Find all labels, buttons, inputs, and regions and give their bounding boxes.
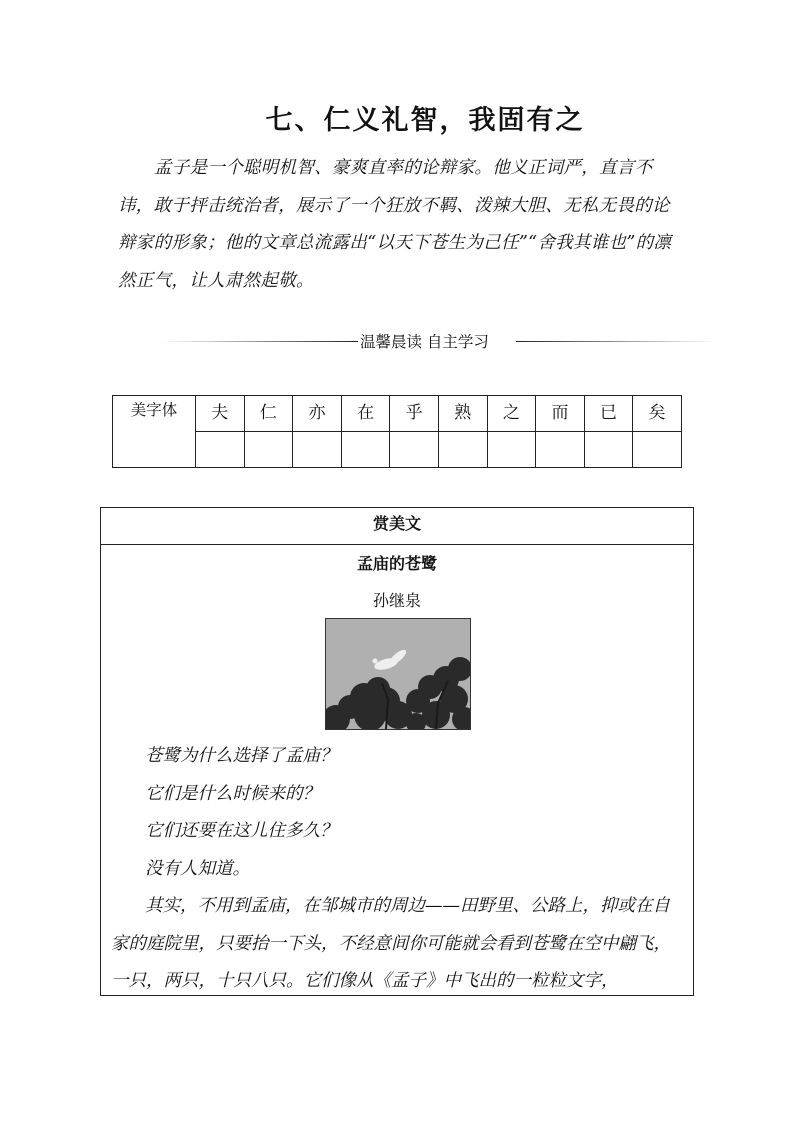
char-cell: 夫 — [196, 396, 245, 432]
article-body — [111, 738, 685, 1001]
char-cell: 已 — [584, 396, 633, 432]
practice-cell[interactable] — [633, 432, 682, 468]
char-cell: 在 — [341, 396, 390, 432]
appreciation-box — [100, 507, 694, 996]
practice-cell[interactable] — [536, 432, 585, 468]
heron-photo — [325, 618, 471, 730]
article-author: 孙继泉 — [372, 591, 421, 610]
section-divider — [160, 330, 720, 354]
practice-cell[interactable] — [584, 432, 633, 468]
section-label: 温馨晨读 自主学习 — [360, 333, 489, 351]
divider-line-right — [516, 341, 716, 342]
article-title: 孟庙的苍鹭 — [356, 554, 437, 573]
practice-cell[interactable] — [438, 432, 487, 468]
char-cell: 熟 — [438, 396, 487, 432]
table-header-cell: 美字体 — [113, 396, 196, 468]
char-cell: 乎 — [390, 396, 439, 432]
question-line: 没有人知道。 — [145, 858, 250, 879]
practice-cell[interactable] — [244, 432, 293, 468]
char-cell: 矣 — [633, 396, 682, 432]
char-cell: 亦 — [293, 396, 342, 432]
practice-cell[interactable] — [293, 432, 342, 468]
heron-tree-image — [326, 619, 470, 729]
page-title: 七、仁义礼智，我固有之 — [265, 105, 585, 136]
intro-paragraph: 孟子是一个聪明机智、豪爽直率的论辩家。他义正词严，直言不讳，敢于抨击统治者，展示了一个狂放不羁、泼辣大胆、无私无畏的论辩家的形象；他的文章总流露出“以天下苍生为己任”“舍我其谁也”的凛然正气，让人肃然起敬。 — [118, 158, 672, 291]
practice-cell[interactable] — [390, 432, 439, 468]
practice-cell[interactable] — [487, 432, 536, 468]
practice-cell[interactable] — [196, 432, 245, 468]
question-line: 它们是什么时候来的？ — [145, 783, 320, 804]
practice-row — [113, 432, 682, 468]
question-line: 苍鹭为什么选择了孟庙？ — [145, 746, 338, 766]
calligraphy-table — [112, 395, 682, 468]
body-paragraph: 其实，不用到孟庙，在邹城市的周边——田野里、公路上，抑或在自家的庭院里，只要抬一下头，不经意间你可能就会看到苍鹭在空中翩飞，一只，两只，十只八只。它们像从《孟子》中飞出的一粒粒文字， — [111, 896, 671, 991]
divider-line-left — [160, 341, 358, 342]
char-cell: 而 — [536, 396, 585, 432]
practice-cell[interactable] — [341, 432, 390, 468]
question-line: 它们还要在这儿住多久？ — [145, 821, 338, 841]
char-row — [113, 396, 682, 432]
char-cell: 之 — [487, 396, 536, 432]
char-cell: 仁 — [244, 396, 293, 432]
appreciation-header: 赏美文 — [101, 508, 693, 545]
